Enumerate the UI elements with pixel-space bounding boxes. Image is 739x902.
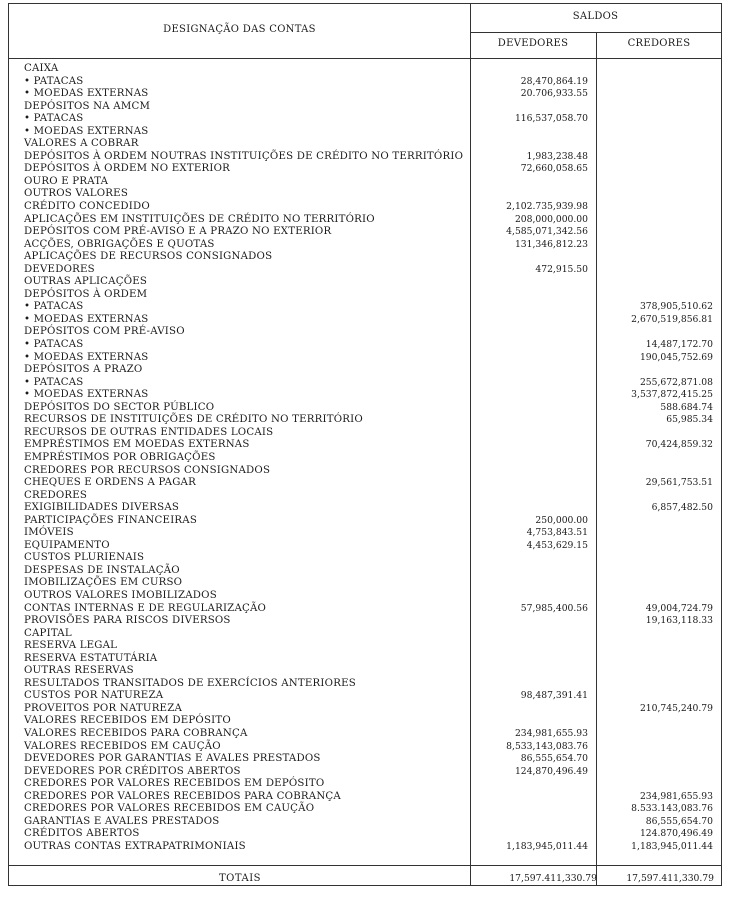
header-devedores: DEVEDORES	[497, 38, 569, 49]
account-label: DEVEDORES	[24, 263, 95, 275]
account-label: RESERVA ESTATUTÁRIA	[24, 652, 158, 664]
account-label: • PATACAS	[24, 301, 84, 313]
credit-value: 70,424,859.32	[645, 439, 713, 451]
account-label: CREDORES POR RECURSOS CONSIGNADOS	[24, 464, 271, 476]
debit-value: 1,183,945,011.44	[506, 840, 588, 852]
debit-value: 131,346,812.23	[514, 238, 588, 250]
table-row	[9, 603, 721, 616]
table-row	[9, 101, 721, 114]
account-label: OUTRAS RESERVAS	[24, 665, 134, 677]
account-label: CONTAS INTERNAS E DE REGULARIZAÇÃO	[24, 602, 267, 614]
table-row	[9, 690, 721, 703]
table-row	[9, 251, 721, 264]
account-label: OURO E PRATA	[24, 175, 109, 187]
account-label: DEPÓSITOS À ORDEM NO EXTERIOR	[24, 163, 231, 175]
table-row	[9, 791, 721, 804]
credit-value: 124.870,496.49	[639, 828, 713, 840]
credit-value: 8.533.143,083.76	[631, 803, 713, 815]
credit-value: 65,985.34	[666, 414, 713, 426]
table-row	[9, 301, 721, 314]
table-row	[9, 803, 721, 816]
account-label: OUTROS VALORES	[24, 188, 128, 200]
account-label: EMPRÉSTIMOS POR OBRIGAÇÕES	[24, 451, 216, 463]
table-row	[9, 63, 721, 76]
table-row	[9, 615, 721, 628]
table-row	[9, 126, 721, 139]
account-rows	[9, 63, 721, 853]
account-label: VALORES RECEBIDOS EM CAUÇÃO	[24, 740, 221, 752]
table-row	[9, 239, 721, 252]
credit-value: 2,670,519,856.81	[631, 313, 713, 325]
debit-value: 1,983,238.48	[526, 150, 588, 162]
account-label: CAIXA	[24, 63, 59, 74]
debit-value: 250,000.00	[535, 514, 588, 526]
debit-value: 20.706,933.55	[520, 88, 588, 100]
totals-credit: 17,597.411,330.79	[626, 873, 714, 884]
account-label: RECURSOS DE INSTITUIÇÕES DE CRÉDITO NO TERRITÓRIO	[24, 414, 363, 426]
table-row	[9, 841, 721, 854]
account-label: DEPÓSITOS À ORDEM NOUTRAS INSTITUIÇÕES DE CRÉDITO NO TERRITÓRIO	[24, 150, 464, 162]
table-row	[9, 214, 721, 227]
table-row	[9, 377, 721, 390]
table-row	[9, 452, 721, 465]
totals-debit: 17,597.411,330.79	[509, 873, 597, 884]
table-row	[9, 465, 721, 478]
account-label: DEVEDORES POR GARANTIAS E AVALES PRESTADOS	[24, 753, 321, 765]
account-label: EMPRÉSTIMOS EM MOEDAS EXTERNAS	[24, 439, 250, 451]
account-label: DESPESAS DE INSTALAÇÃO	[24, 564, 180, 576]
account-label: CRÉDITO CONCEDIDO	[24, 201, 150, 213]
table-row	[9, 766, 721, 779]
account-label: • PATACAS	[24, 376, 84, 388]
account-label: OUTRAS CONTAS EXTRAPATRIMONIAIS	[24, 840, 246, 852]
account-label: GARANTIAS E AVALES PRESTADOS	[24, 815, 220, 827]
table-row	[9, 176, 721, 189]
table-row	[9, 188, 721, 201]
table-row	[9, 628, 721, 641]
account-label: DEPÓSITOS COM PRÉ-AVISO E A PRAZO NO EXTERIOR	[24, 226, 332, 238]
account-label: • MOEDAS EXTERNAS	[24, 389, 149, 401]
account-label: • PATACAS	[24, 75, 84, 87]
account-label: DEPÓSITOS NA AMCM	[24, 100, 151, 112]
credit-value: 234,981,655.93	[639, 790, 713, 802]
account-label: • MOEDAS EXTERNAS	[24, 351, 149, 363]
totals-label: TOTAIS	[218, 873, 261, 884]
debit-value: 4,753,843.51	[526, 527, 588, 539]
account-label: IMOBILIZAÇÕES EM CURSO	[24, 577, 183, 589]
table-row	[9, 753, 721, 766]
credit-value: 29,561,753.51	[645, 477, 713, 489]
account-label: PROVISÕES PARA RISCOS DIVERSOS	[24, 615, 231, 627]
account-label: CREDORES POR VALORES RECEBIDOS PARA COBRANÇA	[24, 790, 341, 802]
debit-value: 4,453,629.15	[526, 539, 588, 551]
table-row	[9, 502, 721, 515]
credit-value: 210,745,240.79	[639, 702, 713, 714]
account-label: EXIGIBILIDADES DIVERSAS	[24, 502, 180, 514]
table-row	[9, 665, 721, 678]
table-row	[9, 201, 721, 214]
header-designation: DESIGNAÇÃO DAS CONTAS	[163, 24, 316, 35]
table-row	[9, 289, 721, 302]
account-label: CREDORES POR VALORES RECEBIDOS EM CAUÇÃO	[24, 803, 315, 815]
debit-value: 2,102.735,939.98	[506, 201, 588, 213]
table-row	[9, 715, 721, 728]
table-row	[9, 402, 721, 415]
table-row	[9, 138, 721, 151]
account-label: DEPÓSITOS A PRAZO	[24, 364, 143, 376]
credit-value: 255,672,871.08	[639, 376, 713, 388]
table-row	[9, 314, 721, 327]
credit-value: 19,163,118.33	[645, 615, 713, 627]
table-row	[9, 151, 721, 164]
debit-value: 116,537,058.70	[514, 113, 588, 125]
account-label: OUTROS VALORES IMOBILIZADOS	[24, 589, 217, 601]
header-bottom-rule	[9, 58, 721, 59]
table-row	[9, 352, 721, 365]
table-row	[9, 527, 721, 540]
credit-value: 588.684.74	[660, 401, 713, 413]
account-label: CUSTOS PLURIENAIS	[24, 552, 145, 564]
account-label: RESULTADOS TRANSITADOS DE EXERCÍCIOS ANTERIORES	[24, 677, 356, 689]
account-label: EQUIPAMENTO	[24, 539, 110, 551]
account-label: DEPÓSITOS DO SECTOR PÚBLICO	[24, 401, 215, 413]
account-label: CUSTOS POR NATUREZA	[24, 690, 164, 702]
credit-value: 3,537,872,415.25	[631, 389, 713, 401]
table-row	[9, 88, 721, 101]
debit-value: 208,000,000.00	[514, 213, 588, 225]
table-row	[9, 163, 721, 176]
header-saldos: SALDOS	[572, 11, 619, 22]
table-row	[9, 226, 721, 239]
debit-value: 86,555,654.70	[520, 753, 588, 765]
account-label: IMÓVEIS	[24, 527, 74, 539]
credit-value: 378,905,510.62	[639, 301, 713, 313]
table-row	[9, 276, 721, 289]
debit-value: 98,487,391.41	[520, 690, 588, 702]
header-credores: CREDORES	[627, 38, 691, 49]
table-row	[9, 364, 721, 377]
account-label: OUTRAS APLICAÇÕES	[24, 276, 148, 288]
table-row	[9, 326, 721, 339]
account-label: RECURSOS DE OUTRAS ENTIDADES LOCAIS	[24, 426, 274, 438]
account-label: • PATACAS	[24, 113, 84, 125]
table-row	[9, 339, 721, 352]
table-row	[9, 389, 721, 402]
account-label: • MOEDAS EXTERNAS	[24, 313, 149, 325]
table-row	[9, 540, 721, 553]
account-label: VALORES RECEBIDOS PARA COBRANÇA	[24, 727, 248, 739]
table-row	[9, 414, 721, 427]
credit-value: 86,555,654.70	[645, 815, 713, 827]
table-row	[9, 577, 721, 590]
account-label: VALORES A COBRAR	[24, 138, 139, 150]
table-row	[9, 552, 721, 565]
table-row	[9, 778, 721, 791]
account-label: • PATACAS	[24, 339, 84, 351]
account-label: DEPÓSITOS COM PRÉ-AVISO	[24, 326, 185, 338]
account-label: • MOEDAS EXTERNAS	[24, 88, 149, 100]
credit-value: 49,004,724.79	[645, 602, 713, 614]
account-label: RESERVA LEGAL	[24, 640, 118, 652]
table-row	[9, 828, 721, 841]
table-row	[9, 653, 721, 666]
account-label: APLICAÇÕES DE RECURSOS CONSIGNADOS	[24, 251, 273, 263]
account-label: CRÉDITOS ABERTOS	[24, 828, 140, 840]
table-row	[9, 590, 721, 603]
table-row	[9, 439, 721, 452]
table-row	[9, 565, 721, 578]
debit-value: 72,660,058.65	[520, 163, 588, 175]
debit-value: 57,985,400.56	[520, 602, 588, 614]
debit-value: 8,533,143,083.76	[506, 740, 588, 752]
account-label: ACÇÕES, OBRIGAÇÕES E QUOTAS	[24, 238, 215, 250]
debit-value: 124,870,496.49	[514, 765, 588, 777]
account-label: PROVEITOS POR NATUREZA	[24, 702, 183, 714]
account-label: VALORES RECEBIDOS EM DEPÓSITO	[24, 715, 231, 727]
totals-row	[9, 869, 721, 889]
credit-value: 6,857,482.50	[651, 502, 713, 514]
account-label: PARTICIPAÇÕES FINANCEIRAS	[24, 514, 198, 526]
debit-value: 234,981,655.93	[514, 727, 588, 739]
account-label: CREDORES POR VALORES RECEBIDOS EM DEPÓSITO	[24, 778, 325, 790]
account-label: CAPITAL	[24, 627, 72, 639]
account-label: DEPÓSITOS À ORDEM	[24, 288, 148, 300]
table-row	[9, 741, 721, 754]
table-row	[9, 515, 721, 528]
account-label: DEVEDORES POR CRÉDITOS ABERTOS	[24, 765, 241, 777]
debit-value: 4,585,071,342.56	[506, 226, 588, 238]
table-row	[9, 816, 721, 829]
table-row	[9, 678, 721, 691]
table-row	[9, 477, 721, 490]
debit-value: 28,470,864.19	[520, 75, 588, 87]
account-label: CREDORES	[24, 489, 88, 501]
table-row	[9, 703, 721, 716]
table-row	[9, 728, 721, 741]
table-row	[9, 490, 721, 503]
balance-sheet-table	[8, 3, 722, 886]
credit-value: 190,045,752.69	[639, 351, 713, 363]
table-row	[9, 76, 721, 89]
account-label: CHEQUES E ORDENS A PAGAR	[24, 477, 196, 489]
credit-value: 1,183,945,011.44	[631, 840, 713, 852]
table-row	[9, 427, 721, 440]
totals-top-rule	[9, 865, 721, 866]
table-row	[9, 264, 721, 277]
account-label: • MOEDAS EXTERNAS	[24, 125, 149, 137]
credit-value: 14,487,172.70	[645, 339, 713, 351]
account-label: APLICAÇÕES EM INSTITUIÇÕES DE CRÉDITO NO TERRITÓRIO	[24, 213, 375, 225]
debit-value: 472,915.50	[535, 263, 588, 275]
table-row	[9, 113, 721, 126]
saldos-underline	[470, 32, 721, 33]
table-row	[9, 640, 721, 653]
